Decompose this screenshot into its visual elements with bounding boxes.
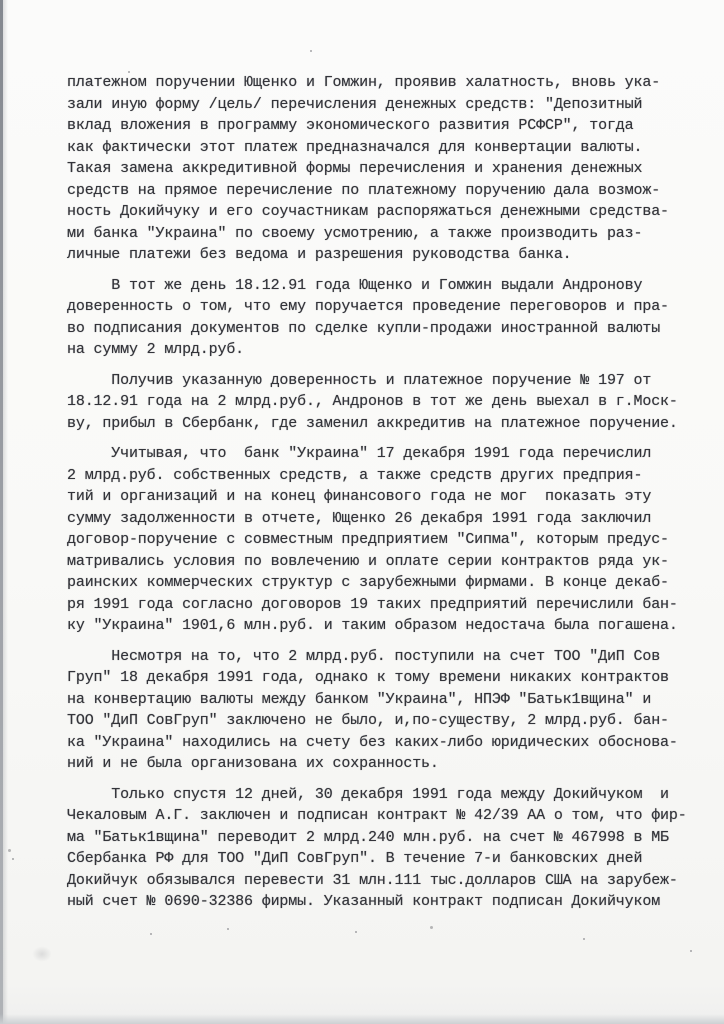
scan-speck [430, 926, 433, 929]
text-line: во подписания документов по сделке купли-продажи иностранной валюты [67, 319, 661, 337]
text-line: на сумму 2 млрд.руб. [67, 341, 245, 358]
text-line: вклад вложения в программу экономического развития РСФСР", тогда [67, 117, 634, 134]
text-line: 2 млрд.руб. собственных средств, а также средств других предприя- [67, 466, 643, 484]
text-line: доверенность о том, что ему поручается проведение переговоров и пра- [67, 298, 669, 315]
text-line: ма "Батьк1вщина" переводит 2 млрд.240 млн.руб. на счет № 467998 в МБ [67, 828, 669, 846]
text-line: личные платежи без ведома и разрешения руководства банка. [67, 246, 572, 263]
text-line: Несмотря на то, что 2 млрд.руб. поступили на счет ТОО "ДиП Сов [67, 647, 661, 665]
text-line: Докийчук обязывался перевести 31 млн.111 тыс.долларов США на зарубеж- [67, 871, 678, 889]
text-line: платежном поручении Ющенко и Гомжин, проявив халатность, вновь ука- [67, 74, 661, 91]
scan-smudge [32, 946, 52, 962]
text-line: В тот же день 18.12.91 года Ющенко и Гомжин выдали Андронову [67, 276, 643, 294]
paragraph [67, 275, 717, 361]
paragraph [67, 443, 717, 637]
text-line: Только спустя 12 дней, 30 декабря 1991 года между Докийчуком и [67, 785, 669, 803]
text-line: Сбербанка РФ для ТОО "ДиП СовГруп". В течение 7-и банковских дней [67, 850, 643, 867]
text-line: ку "Украина" 1901,6 млн.руб. и таким образом недостача была погашена. [67, 617, 678, 634]
text-line: ря 1991 года согласно договоров 19 таких предприятий перечислили бан- [67, 595, 678, 613]
text-line: ний и не была организована их сохранность. [67, 755, 439, 772]
scan-speck [150, 933, 152, 935]
scan-speck [310, 50, 312, 52]
text-line: тий и организаций и на конец финансового года не мог показать эту [67, 488, 652, 505]
scan-speck [100, 77, 102, 79]
text-line: ТОО "ДиП СовГруп" заключено не было, и,по-существу, 2 млрд.руб. бан- [67, 712, 669, 729]
scan-speck [8, 849, 11, 852]
paragraph [67, 370, 717, 435]
text-line: ву, прибыл в Сбербанк, где заменил аккредитив на платежное поручение. [67, 414, 678, 432]
scan-speck [355, 931, 357, 933]
scan-speck [690, 950, 692, 952]
scan-speck [128, 71, 130, 73]
text-line: ность Докийчуку и его соучастникам распоряжаться денежными средства- [67, 203, 669, 220]
scan-edge-left-shadow [3, 0, 8, 1024]
document-text [67, 72, 717, 913]
text-line: раинских коммерческих структур с зарубежными фирмами. В конце декаб- [67, 574, 669, 591]
text-line: договор-поручение с совместным предприятием "Сипма", которым предус- [67, 531, 669, 548]
text-line: сумму задолженности в отчете, Ющенко 26 декабря 1991 года заключил [67, 509, 652, 527]
text-line: как фактически этот платеж предназначался для конвертации валюты. [67, 138, 643, 156]
paragraph [67, 784, 717, 913]
text-line: Получив указанную доверенность и платежное поручение № 197 от [67, 371, 652, 389]
paragraph [67, 646, 717, 775]
text-line: Груп" 18 декабря 1991 года, однако к тому времени никаких контрактов [67, 669, 669, 686]
paragraph [67, 72, 717, 266]
scan-speck [583, 938, 585, 940]
scan-edge-bottom-shadow [0, 1014, 724, 1024]
scan-speck [88, 82, 90, 84]
text-line: на конвертацию валюты между банком "Украина", НПЭФ "Батьк1вщина" и [67, 690, 652, 708]
text-line: матривались условия по вовлечению и оплате серии контрактов ряда ук- [67, 552, 669, 570]
text-line: средств на прямое перечисление по платежному поручению дала возмож- [67, 181, 661, 199]
text-line: ми банка "Украина" по своему усмотрению, а также производить раз- [67, 224, 643, 242]
text-line: 18.12.91 года на 2 млрд.руб., Андронов в тот же день выехал в г.Моск- [67, 393, 678, 410]
text-line: Такая замена аккредитивной формы перечисления и хранения денежных [67, 160, 643, 177]
scan-speck [227, 928, 229, 930]
text-line: Чекаловым А.Г. заключен и подписан контракт № 42/39 АА о том, что фир- [67, 807, 687, 824]
text-line: Учитывая, что банк "Украина" 17 декабря 1991 года перечислил [67, 445, 652, 462]
text-line: ный счет № 0690-32386 фирмы. Указанный контракт подписан Докийчуком [67, 893, 661, 910]
text-line: зали иную форму /цель/ перечисления денежных средств: "Депозитный [67, 95, 643, 113]
scan-speck [12, 858, 14, 860]
text-line: ка "Украина" находились на счету без каких-либо юридических обоснова- [67, 733, 678, 751]
